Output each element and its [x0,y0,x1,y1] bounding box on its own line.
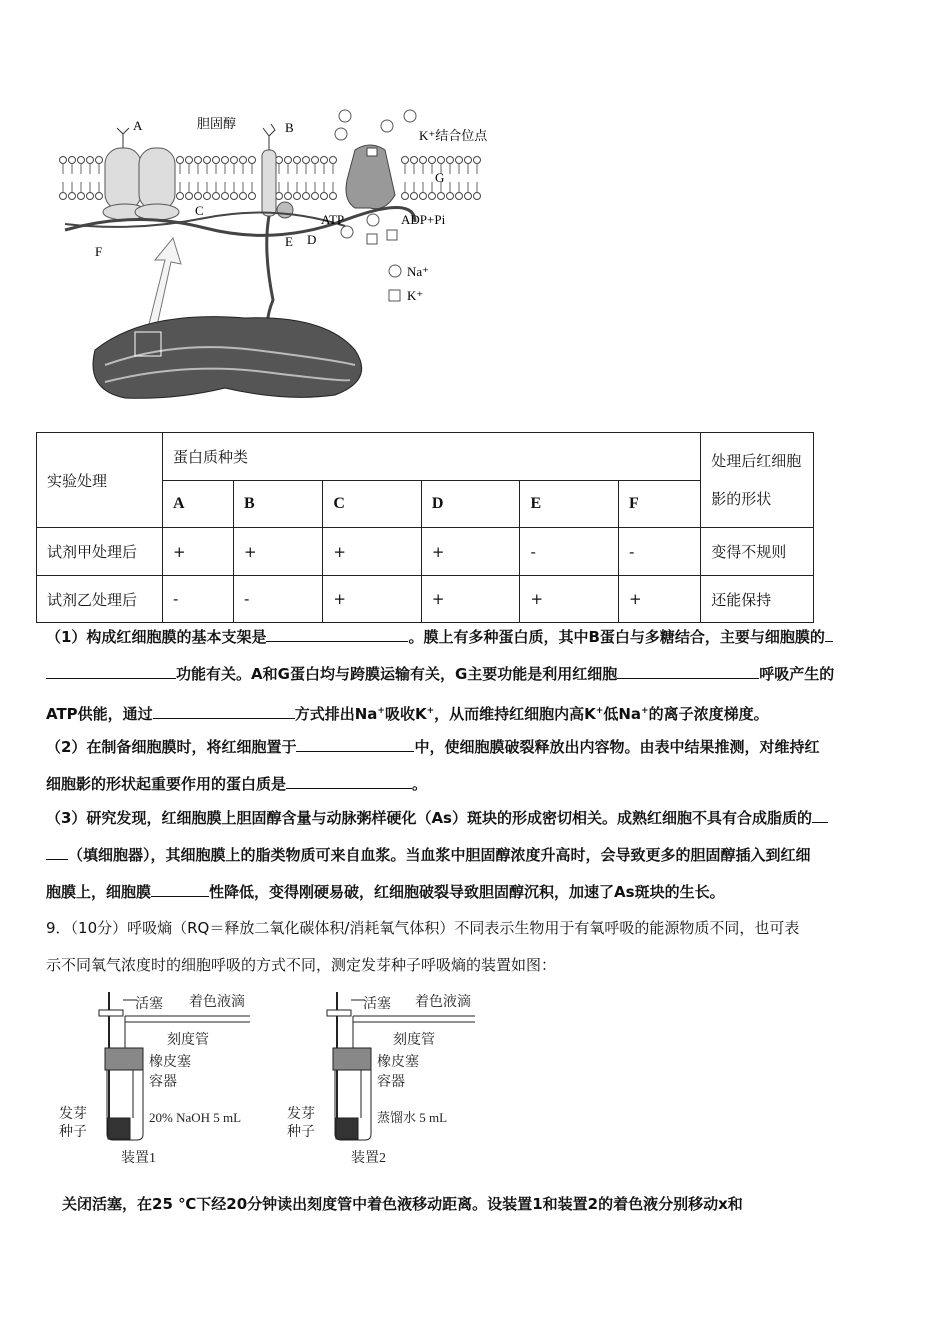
lipid-head [294,157,301,164]
protein-a [105,148,141,210]
d2-seed1: 发芽 [287,1107,315,1122]
protein-col: C [323,481,422,528]
header-protein: 蛋白质种类 [162,433,700,481]
cell: + [234,528,323,576]
lipid-head [438,193,445,200]
lipid-head [312,193,319,200]
lipid-head [474,157,481,164]
d2-seed2: 种子 [287,1125,315,1140]
cell: - [618,528,700,576]
d1-seed1: 发芽 [59,1107,87,1122]
lipid-head [195,157,202,164]
lipid-head [204,157,211,164]
lipid-head [222,193,229,200]
d1-solution: 20% NaOH 5 mL [149,1110,242,1125]
lipid-head [456,193,463,200]
membrane-figure [55,100,525,420]
lipid-head [177,193,184,200]
cell: + [421,528,520,576]
row-label: 试剂乙处理后 [37,576,163,623]
lipid-head [321,193,328,200]
lipid-head [69,193,76,200]
lipid-head [96,193,103,200]
lipid-head [303,193,310,200]
row-shape: 变得不规则 [701,528,814,576]
label-k-site: K⁺结合位点 [419,128,488,143]
lipid-head [330,193,337,200]
respiration-figure [55,988,495,1168]
q3-line3: 胞膜上，细胞膜 性降低，变得刚硬易破，红细胞破裂导致胆固醇沉积，加速了As斑块的生长。 [46,874,908,911]
lipid-head [411,157,418,164]
lipid-head [87,157,94,164]
experiment-table [36,432,814,623]
lipid-head [456,157,463,164]
table-row [37,576,814,623]
lipid-head [312,157,319,164]
lipid-head [285,157,292,164]
q1-line1: （1）构成红细胞膜的基本支架是 。膜上有多种蛋白质，其中B蛋白与多糖结合，主要与细胞膜的 [46,619,908,656]
lipid-head [285,193,292,200]
q1-line2: 功能有关。A和G蛋白均与跨膜运输有关，G主要功能是利用红细胞 呼吸产生的 [46,656,908,693]
lipid-head [96,157,103,164]
header-shape: 处理后红细胞影的形状 [701,433,814,528]
membrane-diagram [55,100,525,420]
lipid-head [465,157,472,164]
label-cholesterol: 胆固醇 [197,116,237,131]
legend-k: K⁺ [407,288,424,303]
cell: - [520,528,619,576]
cell: + [323,528,422,576]
lipid-head [429,157,436,164]
lipid-head [186,193,193,200]
lipid-head [78,193,85,200]
lipid-head [195,193,202,200]
label-c: C [195,203,204,218]
d2-container: 容器 [377,1075,405,1090]
lipid-head [402,193,409,200]
row-shape: 还能保持 [701,576,814,623]
lipid-head [213,193,220,200]
d1-stopper: 橡皮塞 [149,1055,191,1070]
protein-col: D [421,481,520,528]
lipid-head [276,157,283,164]
lipid-head [60,193,67,200]
lipid-head [204,193,211,200]
label-e: E [285,234,293,249]
lipid-head [60,157,67,164]
d2-stopcock: 活塞 [363,997,391,1012]
lipid-head [447,157,454,164]
protein-col: F [618,481,700,528]
lipid-head [231,157,238,164]
d1-caption: 装置1 [121,1151,156,1166]
lipid-head [222,157,229,164]
q3-line2: （填细胞器），其细胞膜上的脂类物质可来自血浆。当血浆中胆固醇浓度升高时，会导致更多的胆固醇插入到红细 [46,837,908,874]
d2-stopper: 橡皮塞 [377,1055,419,1070]
lipid-head [213,157,220,164]
lipid-head [186,157,193,164]
lipid-head [69,157,76,164]
protein-b [262,150,276,216]
lipid-head [447,193,454,200]
red-cell [93,317,362,399]
label-g: G [435,170,445,185]
question-1 [46,619,908,733]
protein-col: A [162,481,233,528]
question-2 [46,729,908,803]
d2-solution: 蒸馏水 5 mL [377,1110,448,1125]
question-3 [46,800,908,911]
lipid-head [231,193,238,200]
label-d: D [307,232,317,247]
lipid-head [276,193,283,200]
cell: + [520,576,619,623]
q9-line1: 9．（10分）呼吸熵（RQ＝释放二氧化碳体积/消耗氧气体积）不同表示生物用于有氧呼吸的能源物质不同，也可表 [46,919,800,937]
lipid-head [177,157,184,164]
question-9 [46,910,908,984]
label-b: B [285,120,294,135]
protein-col: E [520,481,619,528]
lipid-head [402,157,409,164]
cell: + [162,528,233,576]
q2-line1: （2）在制备细胞膜时，将红细胞置于 中，使细胞膜破裂释放出内容物。由表中结果推测，对维持红 [46,729,908,766]
respiration-diagram [55,988,495,1168]
lipid-head [465,193,472,200]
label-a: A [133,118,143,133]
label-f: F [95,244,103,259]
d2-droplet: 着色液滴 [415,995,471,1010]
lipid-head [240,157,247,164]
lipid-head [249,193,256,200]
d1-droplet: 着色液滴 [189,995,245,1010]
cell: - [234,576,323,623]
lipid-head [474,193,481,200]
lipid-head [249,157,256,164]
d1-container: 容器 [149,1075,177,1090]
lipid-head [78,157,85,164]
d1-tube: 刻度管 [167,1033,209,1048]
protein-col: B [234,481,323,528]
d1-stopcock: 活塞 [135,997,163,1012]
d2-tube: 刻度管 [393,1033,435,1048]
lipid-head [420,157,427,164]
d1-seed2: 种子 [59,1125,87,1140]
cell: + [618,576,700,623]
legend-na: Na⁺ [407,264,430,279]
lipid-head [321,157,328,164]
cell: + [323,576,422,623]
q9-line2: 示不同氧气浓度时的细胞呼吸的方式不同，测定发芽种子呼吸熵的装置如图： [46,956,557,974]
label-adp: ADP+Pi [401,212,446,227]
lipid-head [429,193,436,200]
label-atp: ATP [321,212,345,227]
lipid-head [420,193,427,200]
lipid-head [411,193,418,200]
lipid-head [294,193,301,200]
lipid-head [330,157,337,164]
lipid-head [438,157,445,164]
row-label: 试剂甲处理后 [37,528,163,576]
lipid-head [303,157,310,164]
final-paragraph: 关闭活塞，在25 ℃下经20分钟读出刻度管中着色液移动距离。设装置1和装置2的着色液分别移动x和 [62,1195,743,1213]
cell: + [421,576,520,623]
cell: - [162,576,233,623]
lipid-head [240,193,247,200]
q2-line2: 细胞影的形状起重要作用的蛋白质是 。 [46,766,908,803]
header-treatment: 实验处理 [37,433,163,528]
q1-line3: ATP供能，通过 方式排出Na+吸收K+，从而维持红细胞内高K+低Na+的离子浓度梯度。 [46,693,908,733]
table-row [37,528,814,576]
d2-caption: 装置2 [351,1151,386,1166]
q3-line1: （3）研究发现，红细胞膜上胆固醇含量与动脉粥样硬化（As）斑块的形成密切相关。成熟红细胞不具有合成脂质的 [46,800,908,837]
lipid-head [87,193,94,200]
